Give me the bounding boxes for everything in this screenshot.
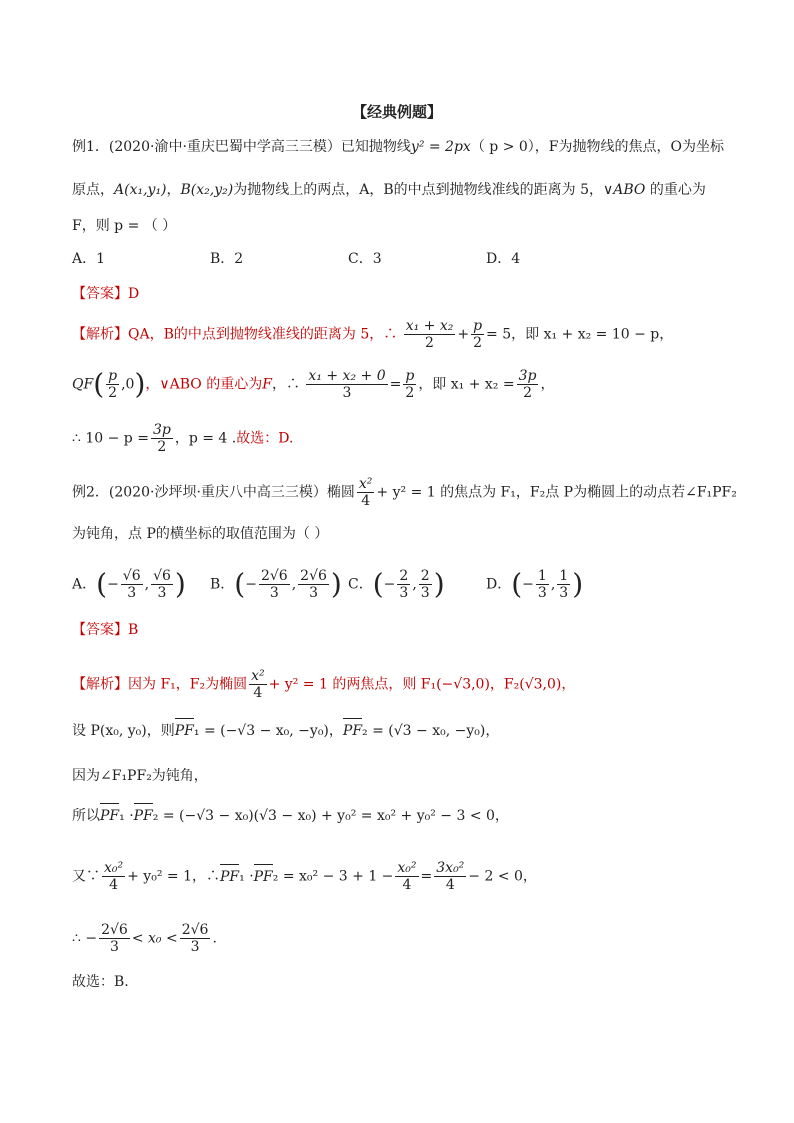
- ex1-analysis-line1: 【解析】QA，B的中点到抛物线准线的距离为 5，∴ $\frac{\text{x₁ + x₂}}{2}$ + $\frac{p}{2}$ = 5，即 x₁ + x₂ = 10 − p，: [72, 318, 674, 351]
- fraction: $\frac{p}{2}$: [108, 368, 118, 401]
- ex2-question-line2: 为钝角，点 P的横坐标的取值范围为（ ）: [72, 526, 329, 542]
- ex1-question-line1: 例1．(2020·渝中·重庆巴蜀中学高三三模）已知抛物线y² = 2px（ p > 0），F为抛物线的焦点，O为坐标: [72, 139, 724, 155]
- ex1-question-line2: 原点，A(x₁,y₁)，B(x₂,y₂)为抛物线上的两点，A，B的中点到抛物线准线的距离为 5，∨ABO 的重心为: [72, 182, 706, 198]
- ex2-option-d: D．(− $\frac{1}{3}$ , $\frac{1}{3}$ ): [486, 567, 584, 601]
- vector-pf1: PF: [100, 808, 120, 824]
- fraction: $\frac{3p}{2}$: [518, 368, 537, 401]
- ex2-analysis-line1: 【解析】因为 F₁，F₂为椭圆 $\frac{\text{x²}}{4}$ + y² = 1 的两焦点，则 F₁(−√3,0)，F₂(√3,0)，: [72, 668, 576, 701]
- fraction: $\frac{p}{2}$: [473, 318, 483, 351]
- fraction: $\frac{\text{x²}}{4}$: [251, 668, 265, 701]
- fraction: $\frac{\text{x₀²}}{4}$: [397, 860, 417, 893]
- vector-pf2: PF: [133, 808, 153, 824]
- ex2-analysis-line5: 又∵ $\frac{\text{x₀²}}{4}$ + y₀² = 1，∴PF₁ ·PF₂ = x₀² − 3 + 1 − $\frac{\text{x₀²}}{4}$ = $\frac{\text{3x₀²}}{4}$ − 2 < 0，: [72, 860, 537, 893]
- vector-pf2: PF: [253, 868, 273, 885]
- ex2-analysis-line7: 故选：B.: [72, 974, 129, 990]
- vector-pf1: PF: [174, 723, 194, 739]
- section-heading: 【经典例题】: [351, 103, 442, 121]
- fraction: $\frac{\text{x₁ + x₂}}{2}$: [405, 318, 454, 351]
- ex1-option-d: D．4: [486, 251, 521, 267]
- fraction: $\frac{p}{2}$: [405, 368, 415, 401]
- ex2-analysis-line6: ∴ − $\frac{2√6}{3}$ < x₀ < $\frac{2√6}{3}$ .: [72, 922, 217, 955]
- fraction: $\frac{\text{x₀²}}{4}$: [104, 860, 124, 893]
- vector-pf1: PF: [219, 868, 240, 885]
- ex2-option-b: B．(− $\frac{2√6}{3}$ , $\frac{2√6}{3}$ ): [210, 567, 342, 601]
- ex2-analysis-line2: 设 P(x₀, y₀)，则PF₁ = (−√3 − x₀, −y₀)，PF₂ = (√3 − x₀, −y₀)，: [72, 723, 500, 739]
- ex1-analysis-line3: ∴ 10 − p = $\frac{3p}{2}$ ，p = 4 .故选：D.: [72, 422, 294, 455]
- fraction: $\frac{2√6}{3}$: [101, 922, 128, 955]
- ex2-analysis-line4: 所以PF₁ ·PF₂ = (−√3 − x₀)(√3 − x₀) + y₀² = x₀² + y₀² − 3 < 0，: [72, 808, 509, 824]
- ex1-question-line3: F，则 p = （ ）: [72, 218, 177, 234]
- ex2-option-c: C．(− $\frac{2}{3}$ , $\frac{2}{3}$ ): [348, 567, 445, 601]
- fraction: $\frac{\text{x₁ + x₂ + 0}}{3}$: [308, 368, 386, 401]
- ex1-option-a: A．1: [72, 251, 106, 267]
- fraction: $\frac{\text{x²}}{4}$: [358, 476, 373, 509]
- fraction: $\frac{3p}{2}$: [152, 422, 171, 455]
- ex2-option-a: A．(− $\frac{√6}{3}$ , $\frac{√6}{3}$ ): [72, 567, 186, 601]
- ex1-answer: 【答案】D: [72, 286, 140, 302]
- fraction: $\frac{\text{3x₀²}}{4}$: [436, 860, 465, 893]
- fraction: $\frac{2√6}{3}$: [181, 922, 209, 955]
- ex1-analysis-line2: QF( $\frac{p}{2}$ ,0)，∨ABO 的重心为F，∴ $\frac{\text{x₁ + x₂ + 0}}{3}$ = $\frac{p}{2}$ ，即 x₁ + x₂ = $\frac{3p}{2}$ ，: [72, 367, 555, 401]
- ex1-option-c: C．3: [348, 251, 382, 267]
- vector-pf2: PF: [342, 723, 363, 739]
- ex1-option-b: B．2: [210, 251, 244, 267]
- ex2-answer: 【答案】B: [72, 622, 139, 638]
- ex2-question-line1: 例2．(2020·沙坪坝·重庆八中高三三模）椭圆 $\frac{\text{x²}}{4}$ + y² = 1 的焦点为 F₁，F₂点 P为椭圆上的动点若∠F₁PF₂: [72, 476, 737, 509]
- ex2-analysis-line3: 因为∠F₁PF₂为钝角，: [72, 768, 208, 784]
